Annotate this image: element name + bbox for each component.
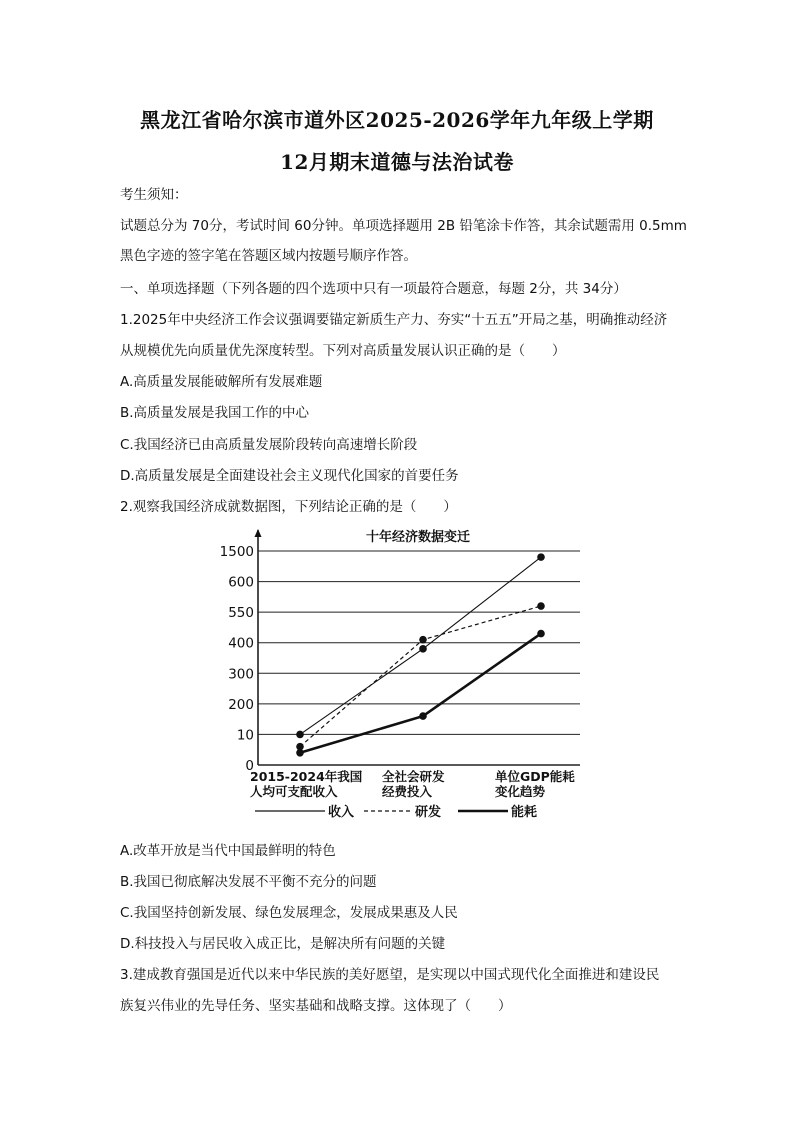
chart-title: 十年经济数据变迁: [365, 530, 471, 545]
notice-line-2: 黑色字迹的签字笔在答题区域内按题号顺序作答。: [120, 248, 417, 264]
x-category-label: 2015-2024年我国: [250, 769, 363, 784]
y-tick-label: 600: [228, 574, 254, 591]
y-tick-label: 10: [236, 727, 254, 744]
y-tick-label: 400: [228, 635, 254, 652]
q1-stem-line2: 从规模优先向质量优先深度转型。下列对高质量发展认识正确的是（ ）: [120, 343, 566, 359]
legend-label: 收入: [328, 805, 355, 820]
notice-line-1: 试题总分为 70分，考试时间 60分钟。单项选择题用 2B 铅笔涂卡作答，其余试题需用 0.5mm: [120, 218, 687, 234]
data-point: [419, 712, 427, 720]
x-category-label: 经费投入: [382, 784, 433, 799]
legend-label: 能耗: [511, 805, 538, 820]
data-point: [537, 602, 545, 610]
y-tick-label: 0: [245, 758, 254, 774]
exam-title-line2: 12月期末道德与法治试卷: [280, 150, 514, 174]
y-axis-arrow: [255, 529, 262, 537]
notice-heading: 考生须知：: [120, 187, 188, 203]
data-point: [537, 553, 545, 561]
y-tick-label: 200: [228, 696, 254, 713]
q2-stem: 2.观察我国经济成就数据图，下列结论正确的是（ ）: [120, 499, 457, 515]
q1-option-c: C.我国经济已由高质量发展阶段转向高速增长阶段: [120, 437, 418, 453]
q2-option-b: B.我国已彻底解决发展不平衡不充分的问题: [120, 874, 377, 890]
x-category-label: 变化趋势: [495, 784, 546, 799]
q1-stem-line1: 1.2025年中央经济工作会议强调要锚定新质生产力、夯实“十五五”开局之基，明确推动经济: [120, 312, 668, 328]
economic-data-chart: [212, 526, 604, 826]
data-point: [296, 749, 304, 757]
series-line-0: [300, 557, 541, 734]
data-point: [419, 636, 427, 644]
q1-option-d: D.高质量发展是全面建设社会主义现代化国家的首要任务: [120, 468, 459, 484]
x-category-label: 全社会研发: [382, 769, 445, 784]
exam-title-line1: 黑龙江省哈尔滨市道外区2025-2026学年九年级上学期: [140, 108, 654, 132]
section-heading: 一、单项选择题（下列各题的四个选项中只有一项最符合题意，每题 2分，共 34分）: [120, 281, 627, 297]
data-point: [419, 645, 427, 653]
q2-option-a: A.改革开放是当代中国最鲜明的特色: [120, 843, 336, 859]
x-category-label: 人均可支配收入: [250, 784, 338, 799]
x-category-label: 单位GDP能耗: [495, 769, 575, 784]
q2-option-c: C.我国坚持创新发展、绿色发展理念，发展成果惠及人民: [120, 905, 458, 921]
y-tick-label: 550: [228, 605, 254, 622]
data-point: [296, 731, 304, 739]
legend-label: 研发: [415, 805, 442, 820]
q1-option-a: A.高质量发展能破解所有发展难题: [120, 374, 323, 390]
y-tick-label: 300: [228, 666, 254, 683]
q3-stem-line1: 3.建成教育强国是近代以来中华民族的美好愿望，是实现以中国式现代化全面推进和建设民: [120, 967, 660, 983]
q3-stem-line2: 族复兴伟业的先导任务、坚实基础和战略支撑。这体现了（ ）: [120, 998, 512, 1014]
q1-option-b: B.高质量发展是我国工作的中心: [120, 405, 310, 421]
data-point: [537, 630, 545, 638]
y-tick-label: 1500: [219, 544, 254, 560]
q2-option-d: D.科技投入与居民收入成正比，是解决所有问题的关键: [120, 936, 446, 952]
series-line-1: [300, 606, 541, 747]
